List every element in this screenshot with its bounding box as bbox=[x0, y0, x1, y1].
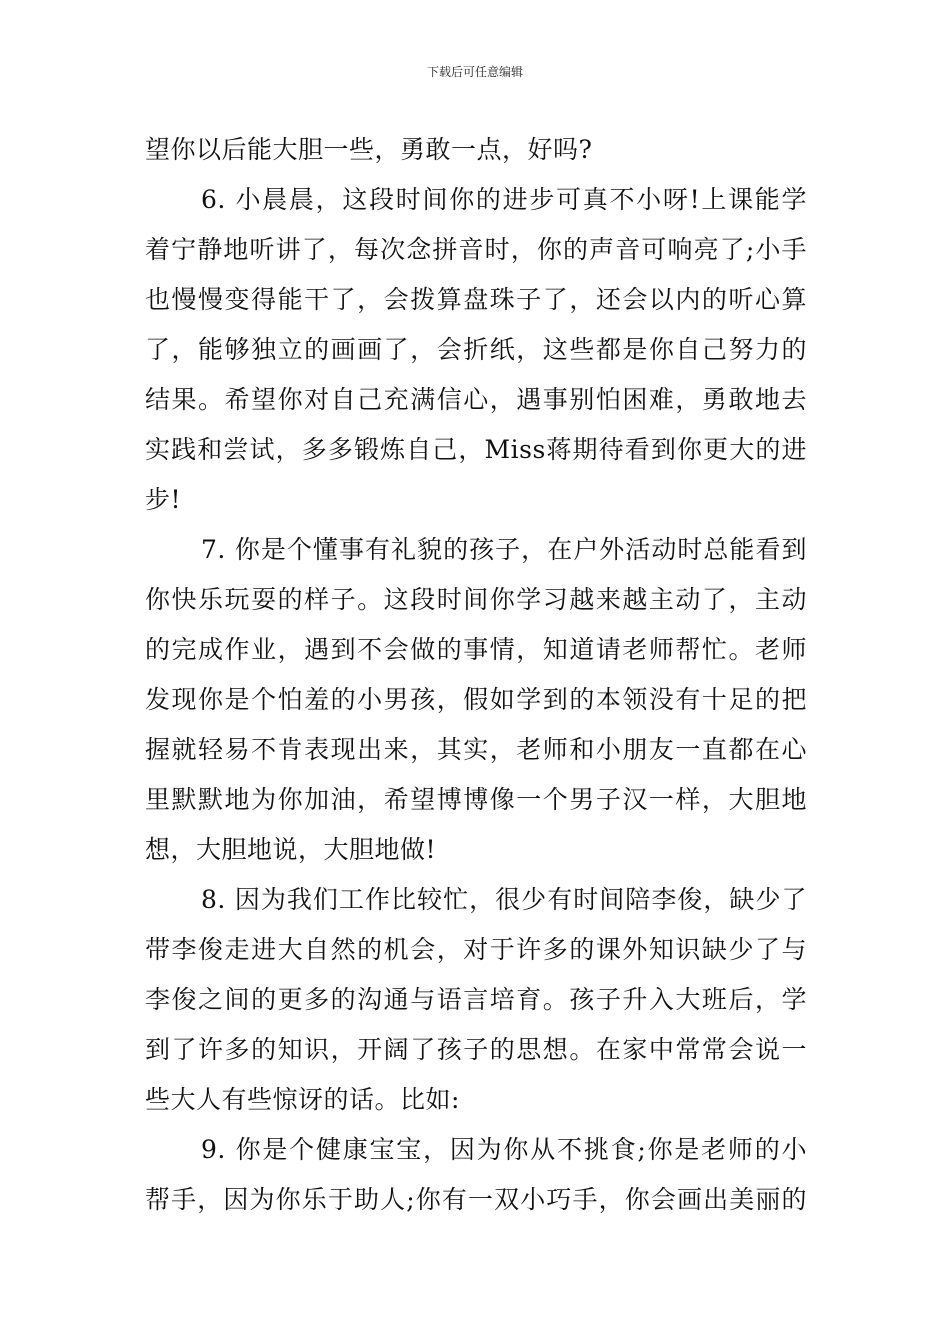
text-line: 发现你是个怕羞的小男孩，假如学到的本领没有十足的把 bbox=[145, 685, 807, 714]
text-line: 带李俊走进大自然的机会，对于许多的课外知识缺少了与 bbox=[145, 935, 807, 964]
text-line: 了，能够独立的画画了，会折纸，这些都是你自己努力的 bbox=[145, 335, 807, 364]
text-line: 7. 你是个懂事有礼貌的孩子，在户外活动时总能看到 bbox=[201, 535, 807, 564]
text-line: 着宁静地听讲了，每次念拼音时，你的声音可响亮了;小手 bbox=[145, 235, 807, 264]
text-line: 望你以后能大胆一些，勇敢一点，好吗? bbox=[145, 135, 593, 164]
text-line: 实践和尝试，多多锻炼自己，Miss蒋期待看到你更大的进 bbox=[145, 435, 807, 464]
text-line: 里默默地为你加油，希望博博像一个男子汉一样，大胆地 bbox=[145, 785, 807, 814]
page-header: 下载后可任意编辑 bbox=[426, 65, 523, 79]
text-line: 8. 因为我们工作比较忙，很少有时间陪李俊，缺少了 bbox=[201, 885, 807, 914]
text-line: 你快乐玩耍的样子。这段时间你学习越来越主动了，主动 bbox=[145, 585, 807, 614]
text-line: 想，大胆地说，大胆地做! bbox=[145, 835, 437, 864]
text-line: 的完成作业，遇到不会做的事情，知道请老师帮忙。老师 bbox=[145, 635, 807, 664]
document-body bbox=[145, 125, 807, 1225]
text-line: 李俊之间的更多的沟通与语言培育。孩子升入大班后，学 bbox=[145, 985, 807, 1014]
text-line: 6. 小晨晨，这段时间你的进步可真不小呀!上课能学 bbox=[201, 185, 807, 214]
text-line: 步! bbox=[145, 485, 182, 514]
text-line: 结果。希望你对自己充满信心，遇事别怕困难，勇敢地去 bbox=[145, 385, 807, 414]
text-line: 握就轻易不肯表现出来，其实，老师和小朋友一直都在心 bbox=[145, 735, 807, 764]
text-line: 到了许多的知识，开阔了孩子的思想。在家中常常会说一 bbox=[145, 1035, 807, 1064]
text-line: 些大人有些惊讶的话。比如: bbox=[145, 1085, 460, 1114]
text-line: 也慢慢变得能干了，会拨算盘珠子了，还会以内的听心算 bbox=[145, 285, 807, 314]
text-line: 帮手，因为你乐于助人;你有一双小巧手，你会画出美丽的 bbox=[145, 1185, 807, 1214]
text-line: 9. 你是个健康宝宝，因为你从不挑食;你是老师的小 bbox=[201, 1135, 807, 1164]
